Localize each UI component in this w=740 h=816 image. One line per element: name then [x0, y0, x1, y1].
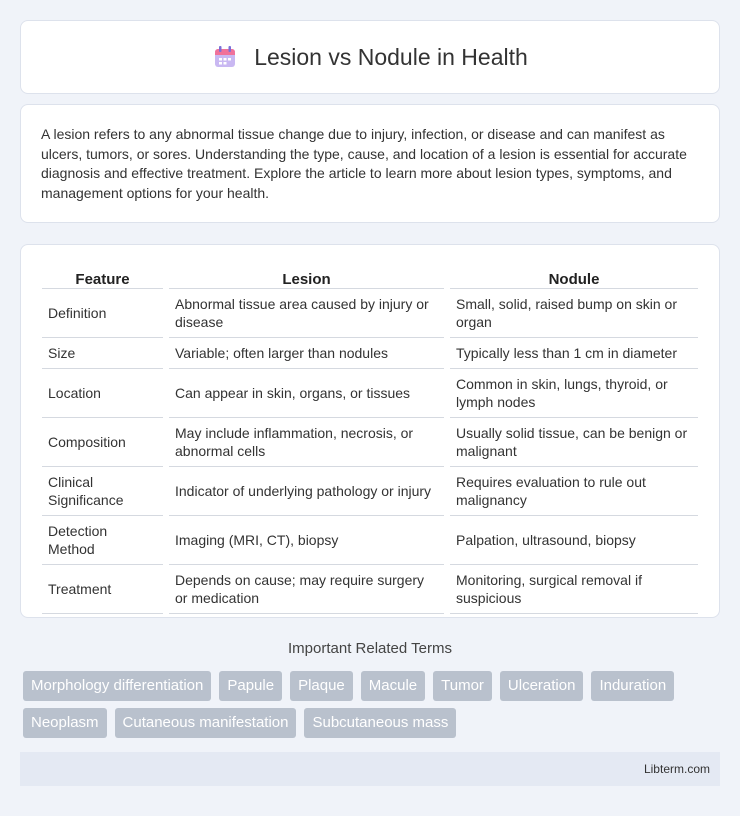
table-row — [42, 516, 698, 565]
row-nodule: Usually solid tissue, can be benign or malignant — [450, 418, 698, 467]
row-feature: Treatment — [42, 565, 163, 614]
tag-tumor[interactable]: Tumor — [433, 671, 492, 701]
intro-text: A lesion refers to any abnormal tissue change due to injury, infection, or disease and can manifest as ulcers, tumors, or sores. Understanding the type, cause, and location of a lesion is essential for accurate diagnosis and effective treatment. Explore the article to learn more about lesion types, symptoms, and management options for your health. — [41, 126, 687, 201]
row-lesion: May include inflammation, necrosis, or abnormal cells — [169, 418, 444, 467]
table-row — [42, 369, 698, 418]
table-row — [42, 418, 698, 467]
table-row — [42, 289, 698, 338]
tag-plaque[interactable]: Plaque — [290, 671, 353, 701]
tag-ulceration[interactable]: Ulceration — [500, 671, 584, 701]
footer — [20, 752, 720, 786]
table-row — [42, 338, 698, 369]
row-nodule: Monitoring, surgical removal if suspicious — [450, 565, 698, 614]
row-feature: Size — [42, 338, 163, 369]
footer-site-link[interactable]: Libterm.com — [643, 762, 710, 776]
comparison-table — [42, 267, 698, 614]
header-card — [20, 20, 720, 94]
row-feature: Composition — [42, 418, 163, 467]
related-terms-tags — [23, 671, 723, 738]
header-lesion: Lesion — [169, 267, 444, 289]
tag-neoplasm[interactable]: Neoplasm — [23, 708, 107, 738]
row-lesion: Imaging (MRI, CT), biopsy — [169, 516, 444, 565]
calendar-icon — [212, 44, 238, 70]
table-header-row — [42, 267, 698, 289]
row-nodule: Palpation, ultrasound, biopsy — [450, 516, 698, 565]
page-title: Lesion vs Nodule in Health — [254, 43, 528, 70]
row-nodule: Requires evaluation to rule out malignancy — [450, 467, 698, 516]
row-lesion: Abnormal tissue area caused by injury or disease — [169, 289, 444, 338]
tag-induration[interactable]: Induration — [591, 671, 674, 701]
row-lesion: Depends on cause; may require surgery or medication — [169, 565, 444, 614]
row-nodule: Typically less than 1 cm in diameter — [450, 338, 698, 369]
related-terms-title: Important Related Terms — [288, 640, 452, 657]
row-feature: Definition — [42, 289, 163, 338]
tag-cutaneous-manifestation[interactable]: Cutaneous manifestation — [115, 708, 297, 738]
intro-card — [20, 104, 720, 223]
table-row — [42, 565, 698, 614]
row-nodule: Common in skin, lungs, thyroid, or lymph nodes — [450, 369, 698, 418]
table-row — [42, 467, 698, 516]
row-feature: Location — [42, 369, 163, 418]
row-feature: Clinical Significance — [42, 467, 163, 516]
row-nodule: Small, solid, raised bump on skin or organ — [450, 289, 698, 338]
comparison-table-card — [20, 244, 720, 618]
tag-papule[interactable]: Papule — [219, 671, 282, 701]
header — [212, 44, 528, 71]
tag-macule[interactable]: Macule — [361, 671, 425, 701]
header-nodule: Nodule — [450, 267, 698, 289]
tag-subcutaneous-mass[interactable]: Subcutaneous mass — [304, 708, 456, 738]
row-feature: Detection Method — [42, 516, 163, 565]
tag-morphology-differentiation[interactable]: Morphology differentiation — [23, 671, 211, 701]
row-lesion: Variable; often larger than nodules — [169, 338, 444, 369]
header-feature: Feature — [42, 267, 163, 289]
row-lesion: Indicator of underlying pathology or injury — [169, 467, 444, 516]
row-lesion: Can appear in skin, organs, or tissues — [169, 369, 444, 418]
